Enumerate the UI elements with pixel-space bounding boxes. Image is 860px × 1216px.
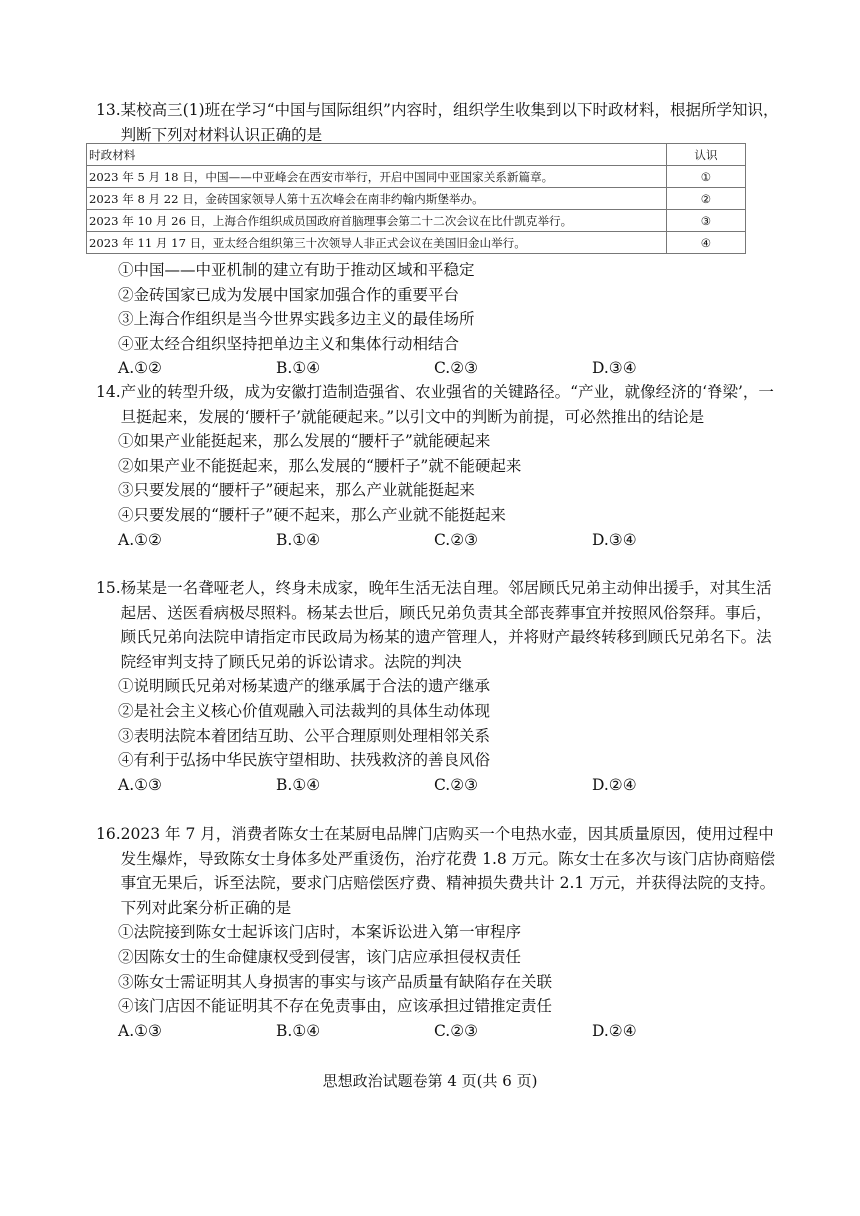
- table-cell: 2023 年 8 月 22 日，金砖国家领导人第十五次峰会在南非约翰内斯堡举办。: [87, 188, 667, 210]
- question-14: [96, 380, 786, 552]
- question-number: 15.: [96, 579, 121, 597]
- option-c: C.②③: [434, 359, 479, 378]
- statement-item: ②如果产业不能挺起来，那么发展的“腰杆子”就不能硬起来: [118, 456, 522, 475]
- statement-item: ④该门店因不能证明其不存在免责事由，应该承担过错推定责任: [118, 997, 553, 1016]
- statement-item: ③上海合作组织是当今世界实践多边主义的最佳场所: [118, 310, 475, 329]
- statement-item: ①说明顾氏兄弟对杨某遗产的继承属于合法的遗产继承: [118, 677, 491, 696]
- table-cell: ③: [667, 210, 746, 232]
- table-cell: ①: [667, 166, 746, 188]
- statement-item: ③陈女士需证明其人身损害的事实与该产品质量有缺陷存在关联: [118, 972, 553, 991]
- statement-item: ②因陈女士的生命健康权受到侵害，该门店应承担侵权责任: [118, 947, 522, 966]
- table-header-recognition: 认识: [667, 144, 746, 166]
- table-cell: 2023 年 5 月 18 日，中国——中亚峰会在西安市举行，开启中国同中亚国家关系新篇章。: [87, 166, 667, 188]
- question-13: [96, 98, 786, 147]
- question-text: 杨某是一名聋哑老人，终身未成家，晚年生活无法自理。邻居顾氏兄弟主动伸出援手，对其生活起居、送医看病极尽照料。杨某去世后，顾氏兄弟负责其全部丧葬事宜并按照风俗祭拜。事后，顾氏兄弟向法院申请指定市民政局为杨某的遗产管理人，并将财产最终转移到顾氏兄弟名下。法院经审判支持了顾氏兄弟的诉讼请求。法院的判决: [120, 579, 772, 671]
- table-cell: ④: [667, 232, 746, 254]
- option-d: D.③④: [592, 530, 637, 549]
- option-c: C.②③: [434, 1021, 479, 1040]
- table-cell: 2023 年 11 月 17 日，亚太经合组织第三十次领导人非正式会议在美国旧金山举行。: [87, 232, 667, 254]
- option-d: D.②④: [592, 1021, 637, 1040]
- table-header-materials: 时政材料: [87, 144, 667, 166]
- question-stem: [96, 98, 786, 147]
- answer-options: [96, 773, 786, 798]
- statement-item: ①中国——中亚机制的建立有助于推动区域和平稳定: [118, 261, 475, 279]
- question-number: 14.: [96, 383, 121, 401]
- table-row: [87, 166, 746, 188]
- statement-item: ①如果产业能挺起来，那么发展的“腰杆子”就能硬起来: [118, 432, 491, 451]
- option-b: B.①④: [276, 775, 321, 794]
- option-b: B.①④: [276, 359, 321, 378]
- answer-options: [96, 356, 786, 381]
- statement-item: ③只要发展的“腰杆子”硬起来，那么产业就能挺起来: [118, 481, 475, 500]
- option-c: C.②③: [434, 530, 479, 549]
- materials-table: [86, 143, 746, 254]
- option-a: A.①②: [118, 530, 162, 549]
- question-16: [96, 822, 786, 1043]
- option-b: B.①④: [276, 1021, 321, 1040]
- option-b: B.①④: [276, 530, 321, 549]
- question-13-items: [96, 258, 786, 381]
- statement-item: ③表明法院本着团结互助、公平合理原则处理相邻关系: [118, 726, 491, 745]
- statement-item: ④亚太经合组织坚持把单边主义和集体行动相结合: [118, 334, 460, 353]
- page-footer: 思想政治试题卷第 4 页(共 6 页): [322, 1072, 538, 1090]
- option-d: D.②④: [592, 775, 637, 794]
- option-a: A.①③: [118, 1021, 162, 1040]
- question-15: [96, 576, 786, 797]
- question-text: 某校高三(1)班在学习“中国与国际组织”内容时，组织学生收集到以下时政材料，根据所学知识，判断下列对材料认识正确的是: [120, 101, 779, 144]
- question-text: 2023 年 7 月，消费者陈女士在某厨电品牌门店购买一个电热水壶，因其质量原因，使用过程中发生爆炸，导致陈女士身体多处严重烫伤，治疗花费 1.8 万元。陈女士在多次与该门店协商赔偿事宜无果后，诉至法院，要求门店赔偿医疗费、精神损失费共计 2.1 万元，并获得法院的支持。下列对此案分析正确的是: [120, 825, 776, 917]
- answer-options: [96, 528, 786, 553]
- answer-options: [96, 1019, 786, 1044]
- question-stem: [96, 576, 786, 674]
- statement-item: ②金砖国家已成为发展中国家加强合作的重要平台: [118, 285, 460, 304]
- option-d: D.③④: [592, 359, 637, 378]
- table-header-row: [87, 144, 746, 166]
- option-a: A.①②: [118, 359, 162, 378]
- question-text: 产业的转型升级，成为安徽打造制造强省、农业强省的关键路径。“产业，就像经济的‘脊梁’，一旦挺起来，发展的‘腰杆子’就能硬起来。”以引文中的判断为前提，可必然推出的结论是: [120, 383, 774, 426]
- statement-item: ④有利于弘扬中华民族守望相助、扶残救济的善良风俗: [118, 751, 491, 770]
- statement-item: ①法院接到陈女士起诉该门店时，本案诉讼进入第一审程序: [118, 923, 522, 942]
- question-stem: [96, 822, 786, 920]
- statement-item: ②是社会主义核心价值观融入司法裁判的具体生动体现: [118, 701, 491, 720]
- table-row: [87, 232, 746, 254]
- question-number: 16.: [96, 825, 121, 843]
- table-row: [87, 188, 746, 210]
- question-stem: [96, 380, 786, 429]
- table-cell: ②: [667, 188, 746, 210]
- table-cell: 2023 年 10 月 26 日，上海合作组织成员国政府首脑理事会第二十二次会议在比什凯克举行。: [87, 210, 667, 232]
- table-row: [87, 210, 746, 232]
- option-c: C.②③: [434, 775, 479, 794]
- option-a: A.①③: [118, 775, 162, 794]
- question-number: 13.: [96, 101, 121, 119]
- statement-item: ④只要发展的“腰杆子”硬不起来，那么产业就不能挺起来: [118, 505, 506, 524]
